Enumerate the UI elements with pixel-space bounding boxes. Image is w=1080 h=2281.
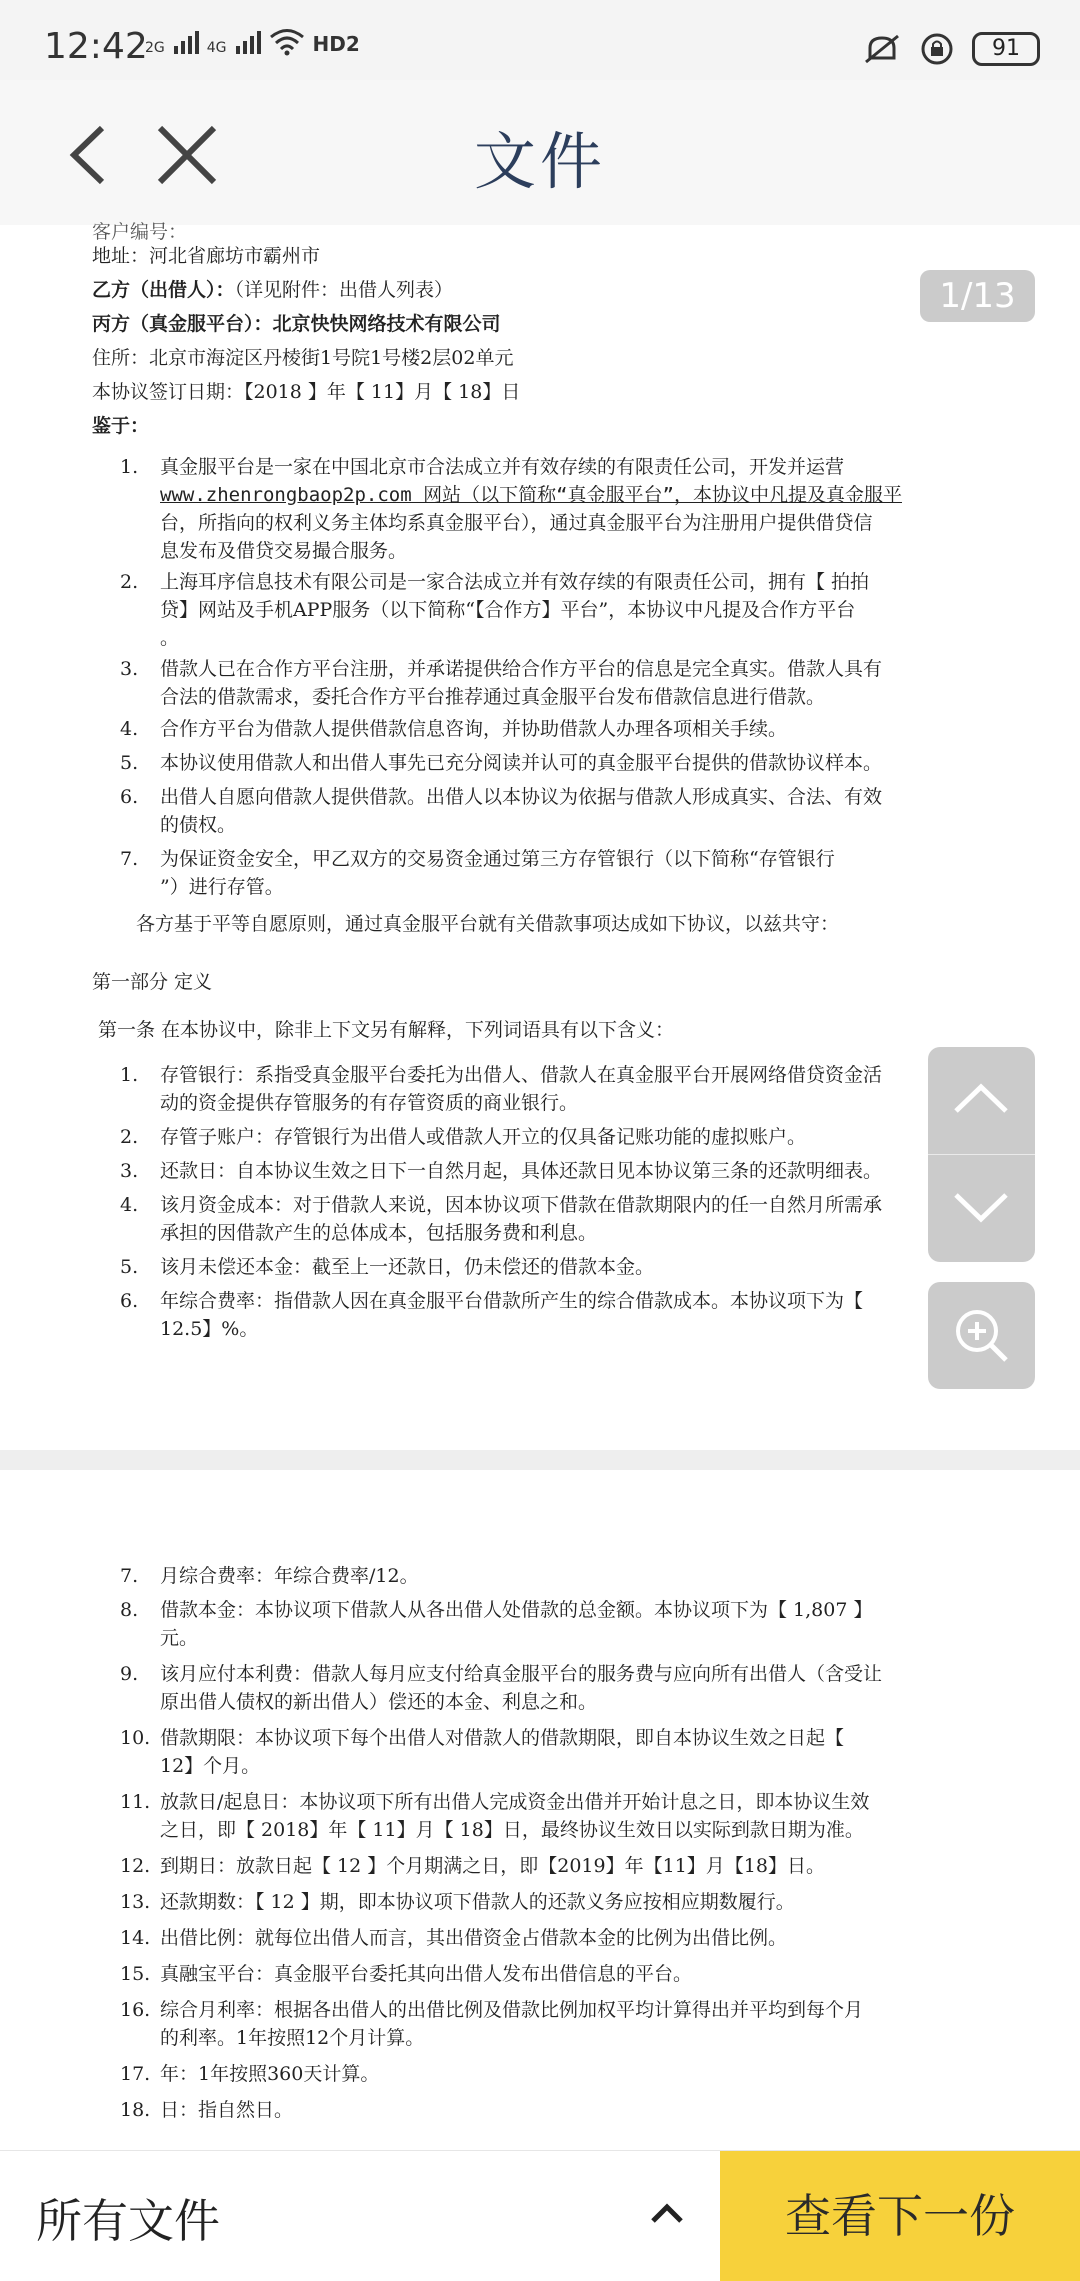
item-number: 16. xyxy=(120,1999,151,2021)
item-number: 11. xyxy=(120,1791,151,1813)
whereas-item-5 xyxy=(120,749,1000,777)
item-line: 借款期限：本协议项下每个出借人对借款人的借款期限，即自本协议生效之日起【 xyxy=(160,1727,845,1749)
item-line: 真融宝平台：真金服平台委托其向出借人发布出借信息的平台。 xyxy=(160,1963,693,1985)
item-line: 本协议使用借款人和出借人事先已充分阅读并认可的真金服平台提供的借款协议样本。 xyxy=(160,752,883,774)
party-b-value: （详见附件：出借人列表） xyxy=(234,279,454,301)
item-number: 3. xyxy=(120,1160,139,1182)
page-indicator: 1/13 xyxy=(920,270,1035,322)
doc-line-address-c: 住所：北京市海淀区丹棱街1号院1号楼2层02单元 xyxy=(92,347,514,369)
item-line: 存管银行：系指受真金服平台委托为出借人、借款人在真金服平台开展网络借贷资金活 xyxy=(160,1064,883,1086)
item-number: 17. xyxy=(120,2063,151,2085)
definition-item-16 xyxy=(120,1996,1000,2052)
page-up-chevron-icon[interactable] xyxy=(928,1047,1035,1154)
item-line: 12.5】%。 xyxy=(160,1318,259,1340)
item-number: 2. xyxy=(120,571,139,593)
whereas-item-1 xyxy=(120,453,1000,565)
definition-item-15 xyxy=(120,1960,1000,1988)
item-number: 14. xyxy=(120,1927,151,1949)
definition-item-5 xyxy=(120,1253,1000,1281)
whereas-item-7 xyxy=(120,845,1000,901)
item-line: 月综合费率：年综合费率/12。 xyxy=(160,1565,419,1587)
item-number: 12. xyxy=(120,1855,151,1877)
item-line: 到期日：放款日起【 12 】个月期满之日，即【2019】年【11】月【18】日。 xyxy=(160,1855,825,1877)
status-icons-right xyxy=(862,32,1040,66)
item-line: 上海耳序信息技术有限公司是一家合法成立并有效存续的有限责任公司，拥有【 拍拍 xyxy=(160,571,870,593)
item-line: 合法的借款需求，委托合作方平台推荐通过真金服平台发布借款信息进行借款。 xyxy=(160,686,826,708)
item-line: 。 xyxy=(160,627,180,649)
hd-label: HD2 xyxy=(312,32,360,56)
status-icons-left xyxy=(145,28,360,56)
definition-item-6 xyxy=(120,1287,1000,1343)
all-files-button[interactable]: 所有文件 xyxy=(36,2194,220,2248)
item-number: 7. xyxy=(120,1565,139,1587)
item-number: 4. xyxy=(120,718,139,740)
mute-icon xyxy=(862,32,902,66)
item-number: 8. xyxy=(120,1599,139,1621)
doc-line-article-one: 第一条 在本协议中，除非上下文另有解释，下列词语具有以下含义： xyxy=(98,1019,675,1041)
zoom-in-icon xyxy=(928,1282,1035,1389)
chevron-up-icon[interactable] xyxy=(645,2191,690,2236)
item-line: 息发布及借贷交易撮合服务。 xyxy=(160,540,408,562)
zoom-button[interactable] xyxy=(928,1282,1035,1389)
signal-4g-label: 4G xyxy=(206,40,227,56)
whereas-item-2 xyxy=(120,568,1000,652)
item-number: 4. xyxy=(120,1194,139,1216)
item-line: 12】个月。 xyxy=(160,1755,261,1777)
item-line: 真金服平台是一家在中国北京市合法成立并有效存续的有限责任公司，开发并运营 xyxy=(160,456,845,478)
definition-item-13 xyxy=(120,1888,1000,1916)
item-line: 综合月利率：根据各出借人的出借比例及借款比例加权平均计算得出并平均到每个月 xyxy=(160,1999,864,2021)
definition-item-17 xyxy=(120,2060,1000,2088)
document-page-1 xyxy=(0,221,1080,1450)
view-next-button[interactable]: 查看下一份 xyxy=(720,2151,1080,2281)
definition-item-18 xyxy=(120,2096,1000,2124)
doc-line-preamble: 各方基于平等自愿原则，通过真金服平台就有关借款事项达成如下协议，以兹共守： xyxy=(136,913,840,935)
doc-line-sign-date: 本协议签订日期：【2018 】年【 11】月【 18】日 xyxy=(92,381,521,403)
item-line: 动的资金提供存管服务的有存管资质的商业银行。 xyxy=(160,1092,579,1114)
whereas-item-3 xyxy=(120,655,1000,711)
item-number: 10. xyxy=(120,1727,151,1749)
battery-indicator: 91 xyxy=(972,32,1040,66)
signal-bars-icon xyxy=(173,30,199,56)
definition-item-12 xyxy=(120,1852,1000,1880)
item-number: 9. xyxy=(120,1663,139,1685)
definition-item-7 xyxy=(120,1562,1000,1590)
item-line: 元。 xyxy=(160,1627,199,1649)
definition-item-10 xyxy=(120,1724,1000,1780)
item-number: 3. xyxy=(120,658,139,680)
item-line: 还款日：自本协议生效之日下一自然月起，具体还款日见本协议第三条的还款明细表。 xyxy=(160,1160,883,1182)
item-line: 放款日/起息日：本协议项下所有出借人完成资金出借并开始计息之日，即本协议生效 xyxy=(160,1791,870,1813)
item-line: 承担的因借款产生的总体成本，包括服务费和利息。 xyxy=(160,1222,598,1244)
item-line: 出借人自愿向借款人提供借款。出借人以本协议为依据与借款人形成真实、合法、有效 xyxy=(160,786,883,808)
item-number: 1. xyxy=(120,1064,139,1086)
doc-line-top-cut: 客户编号： xyxy=(92,221,188,243)
item-number: 1. xyxy=(120,456,139,478)
item-line: 该月未偿还本金：截至上一还款日，仍未偿还的借款本金。 xyxy=(160,1256,655,1278)
item-line: 原出借人债权的新出借人）偿还的本金、利息之和。 xyxy=(160,1691,598,1713)
item-line: 为保证资金安全，甲乙双方的交易资金通过第三方存管银行（以下简称“存管银行 xyxy=(160,848,835,870)
definition-item-14 xyxy=(120,1924,1000,1952)
item-number: 13. xyxy=(120,1891,151,1913)
item-line: ”）进行存管。 xyxy=(160,876,284,898)
item-line: 借款本金：本协议项下借款人从各出借人处借款的总金额。本协议项下为【 1,807 】 xyxy=(160,1599,873,1621)
item-line: 日：指自然日。 xyxy=(160,2099,294,2121)
status-time: 12:42 xyxy=(44,26,148,67)
whereas-item-4 xyxy=(120,715,1000,743)
doc-line-address-a: 地址：河北省廊坊市霸州市 xyxy=(92,245,321,267)
page-down-chevron-icon[interactable] xyxy=(928,1155,1035,1262)
signal-bars-icon-2 xyxy=(235,30,261,56)
definition-item-11 xyxy=(120,1788,1000,1844)
definition-item-8 xyxy=(120,1596,1000,1652)
item-line: 年：1年按照360天计算。 xyxy=(160,2063,380,2085)
item-line: 出借比例：就每位出借人而言，其出借资金占借款本金的比例为出借比例。 xyxy=(160,1927,788,1949)
item-line: 年综合费率：指借款人因在真金服平台借款所产生的综合借款成本。本协议项下为【 xyxy=(160,1290,864,1312)
item-line: 贷】网站及手机APP服务（以下简称“【合作方】平台”，本协议中凡提及合作方平台 xyxy=(160,599,856,621)
doc-line-party-c: 丙方（真金服平台）：北京快快网络技术有限公司 xyxy=(92,313,501,335)
doc-line-party-b xyxy=(92,277,453,303)
definition-item-9 xyxy=(120,1660,1000,1716)
item-line: 台，所指向的权利义务主体均系真金服平台），通过真金服平台为注册用户提供借贷信 xyxy=(160,512,873,534)
doc-line-part-one: 第一部分 定义 xyxy=(92,971,213,993)
item-line: 之日，即【 2018】年【 11】月【 18】日，最终协议生效日以实际到款日期为准。 xyxy=(160,1819,864,1841)
item-line: 的利率。1年按照12个月计算。 xyxy=(160,2027,425,2049)
definition-item-4 xyxy=(120,1191,1000,1247)
definition-item-1 xyxy=(120,1061,1000,1117)
whereas-item-6 xyxy=(120,783,1000,839)
definition-item-3 xyxy=(120,1157,1000,1185)
status-bar xyxy=(0,0,1080,80)
item-number: 6. xyxy=(120,786,139,808)
lock-rotation-icon xyxy=(920,32,954,66)
doc-line-whereas: 鉴于： xyxy=(92,415,150,437)
signal-2g-label: 2G xyxy=(145,40,165,56)
bottom-bar xyxy=(0,2150,1080,2281)
party-b-label: 乙方（出借人）： xyxy=(92,279,235,301)
item-number: 7. xyxy=(120,848,139,870)
app-header xyxy=(0,80,1080,226)
item-number: 2. xyxy=(120,1126,139,1148)
page-title: 文件 xyxy=(473,125,606,198)
item-line: 的债权。 xyxy=(160,814,237,836)
page-nav-controls xyxy=(928,1047,1035,1262)
document-page-2 xyxy=(0,1470,1080,2150)
item-number: 5. xyxy=(120,1256,139,1278)
item-line: 该月资金成本：对于借款人来说，因本协议项下借款在借款期限内的任一自然月所需承 xyxy=(160,1194,883,1216)
definition-item-2 xyxy=(120,1123,1000,1151)
item-number: 18. xyxy=(120,2099,151,2121)
item-line: 存管子账户：存管银行为出借人或借款人开立的仅具备记账功能的虚拟账户。 xyxy=(160,1126,807,1148)
item-number: 5. xyxy=(120,752,139,774)
wifi-icon xyxy=(269,28,305,56)
item-line: www.zhenrongbaop2p.com 网站（以下简称“真金服平台”，本协议中凡提及真金服平 xyxy=(160,484,902,506)
item-line: 借款人已在合作方平台注册，并承诺提供给合作方平台的信息是完全真实。借款人具有 xyxy=(160,658,883,680)
item-number: 6. xyxy=(120,1290,139,1312)
item-line: 合作方平台为借款人提供借款信息咨询，并协助借款人办理各项相关手续。 xyxy=(160,718,788,740)
item-line: 该月应付本利费：借款人每月应支付给真金服平台的服务费与应向所有出借人（含受让 xyxy=(160,1663,883,1685)
item-line: 还款期数：【 12 】期，即本协议项下借款人的还款义务应按相应期数履行。 xyxy=(160,1891,795,1913)
item-number: 15. xyxy=(120,1963,151,1985)
